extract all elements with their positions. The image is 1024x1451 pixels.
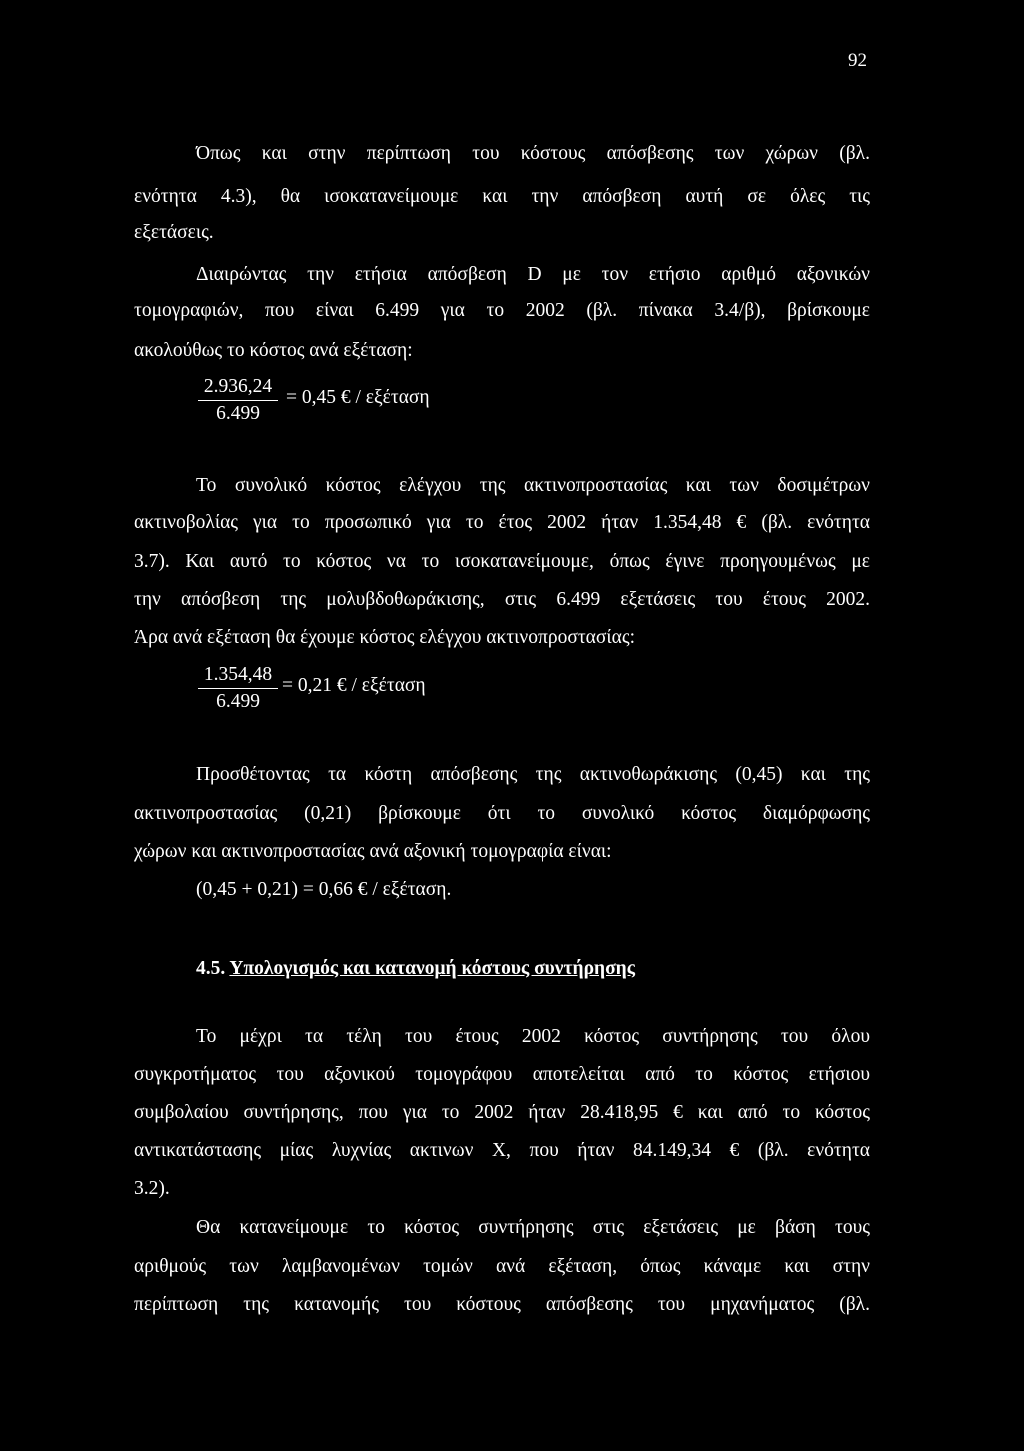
fraction-bar	[198, 400, 278, 401]
text-line: περίπτωση της κατανομής του κόστους απόσβεσης του μηχανήματος (βλ.	[134, 1294, 870, 1315]
text-line: Το μέχρι τα τέλη του έτους 2002 κόστος συντήρησης του όλου	[196, 1026, 870, 1047]
text-line: αντικατάστασης μίας λυχνίας ακτινων Χ, που ήταν 84.149,34 € (βλ. ενότητα	[134, 1140, 870, 1161]
text-line: Προσθέτοντας τα κόστη απόσβεσης της ακτινοθωράκισης (0,45) και της	[196, 764, 870, 785]
text-line: Θα κατανείμουμε το κόστος συντήρησης στις εξετάσεις με βάση τους	[196, 1217, 870, 1238]
formula-result: = 0,45 € / εξέταση	[286, 387, 430, 408]
text-line: συμβολαίου συντήρησης, που για το 2002 ήταν 28.418,95 € και από το κόστος	[134, 1102, 870, 1123]
text-line: ακτινοβολίας για το προσωπικό για το έτος 2002 ήταν 1.354,48 € (βλ. ενότητα	[134, 512, 870, 533]
fraction	[198, 664, 278, 713]
fraction-denominator: 6.499	[216, 691, 260, 712]
text-line: (0,45 + 0,21) = 0,66 € / εξέταση.	[196, 879, 452, 900]
text-line: συγκροτήματος του αξονικού τομογράφου αποτελείται από το κόστος ετήσιου	[134, 1064, 870, 1085]
fraction-numerator: 1.354,48	[203, 664, 273, 685]
section-heading	[196, 958, 635, 980]
text-line: ενότητα 4.3), θα ισοκατανείμουμε και την απόσβεση αυτή σε όλες τις	[134, 186, 870, 207]
text-line: Διαιρώντας την ετήσια απόσβεση D με τον ετήσιο αριθμό αξονικών	[196, 264, 870, 285]
page-number: 92	[848, 50, 867, 71]
text-line: την απόσβεση της μολυβδοθωράκισης, στις 6.499 εξετάσεις του έτους 2002.	[134, 589, 870, 610]
text-line: χώρων και ακτινοπροστασίας ανά αξονική τομογραφία είναι:	[134, 841, 612, 862]
section-number: 4.5.	[196, 958, 226, 979]
text-line: Άρα ανά εξέταση θα έχουμε κόστος ελέγχου ακτινοπροστασίας:	[134, 627, 636, 648]
text-line: ακολούθως το κόστος ανά εξέταση:	[134, 340, 413, 361]
text-line: ακτινοπροστασίας (0,21) βρίσκουμε ότι το συνολικό κόστος διαμόρφωσης	[134, 803, 870, 824]
formula-result: = 0,21 € / εξέταση	[282, 675, 426, 696]
text-line: τομογραφιών, που είναι 6.499 για το 2002 (βλ. πίνακα 3.4/β), βρίσκουμε	[134, 300, 870, 321]
text-line: αριθμούς των λαμβανομένων τομών ανά εξέταση, όπως κάναμε και στην	[134, 1256, 870, 1277]
text-line: 3.7). Και αυτό το κόστος να το ισοκατανείμουμε, όπως έγινε προηγουμένως με	[134, 551, 870, 572]
text-line: εξετάσεις.	[134, 222, 214, 243]
fraction	[198, 376, 278, 425]
fraction-denominator: 6.499	[216, 403, 260, 424]
fraction-numerator: 2.936,24	[203, 376, 273, 397]
fraction-bar	[198, 688, 278, 689]
section-title: Υπολογισμός και κατανομή κόστους συντήρησης	[229, 958, 635, 979]
text-line: 3.2).	[134, 1178, 170, 1199]
text-line: Όπως και στην περίπτωση του κόστους απόσβεσης των χώρων (βλ.	[196, 143, 870, 164]
text-line: Το συνολικό κόστος ελέγχου της ακτινοπροστασίας και των δοσιμέτρων	[196, 475, 870, 496]
